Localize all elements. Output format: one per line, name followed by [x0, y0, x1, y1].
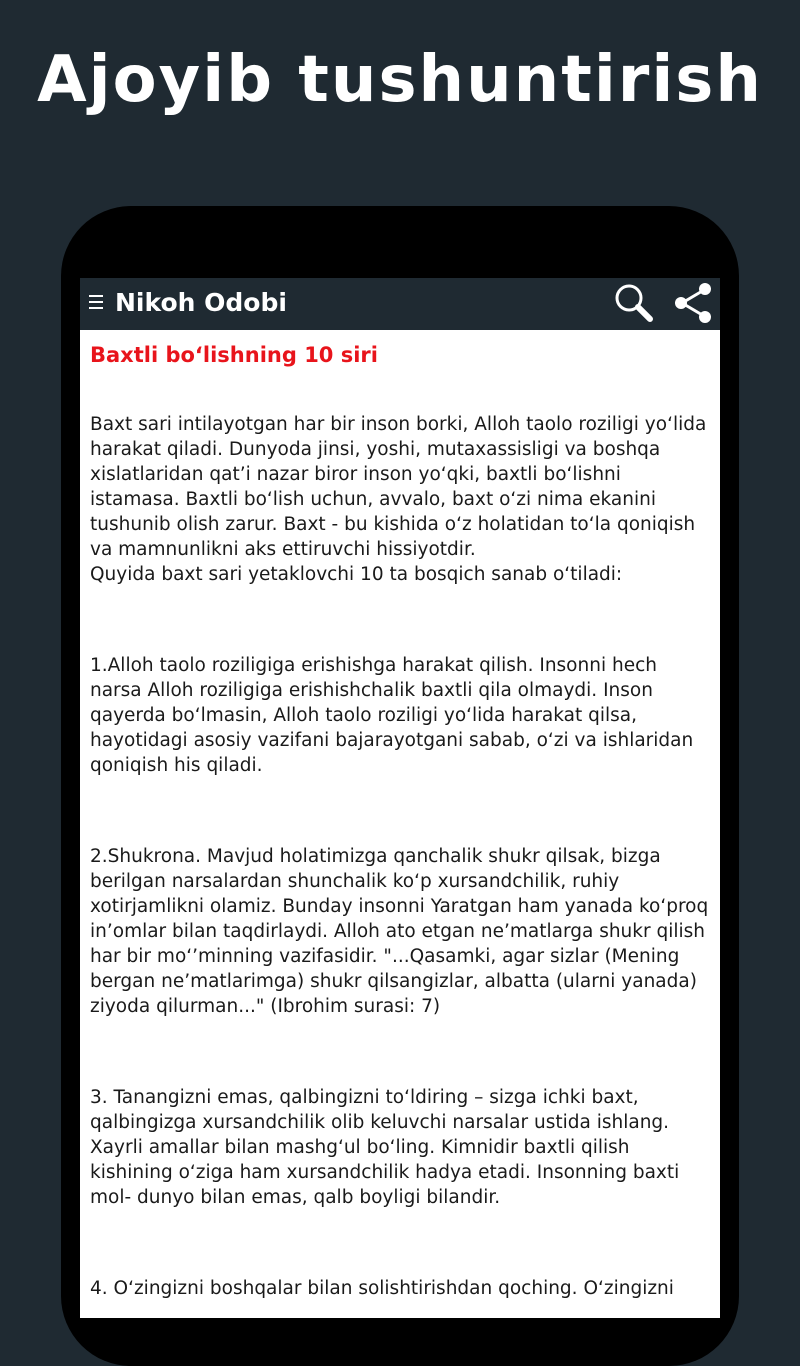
article-paragraph-3: 3. Tanangizni emas, qalbingizni to‘ldiring – sizga ichki baxt, qalbingizga xursandchilik olib keluvchi narsalar ustida ishlang. Xayrli amallar bilan mashg‘ul bo‘ling. Kimnidir baxtli qilish kishining o‘ziga ham xursandchilik hadya etadi. Insonning baxti mol- dunyo bilan emas, qalb boyligi bilandir.	[90, 1087, 680, 1208]
search-icon[interactable]	[612, 281, 656, 325]
article-content	[90, 340, 714, 1301]
article-paragraph-intro: Baxt sari intilayotgan har bir inson borki, Alloh taolo roziligi yo‘lida harakat qiladi. Dunyoda jinsi, yoshi, mutaxassisligi va boshqa xislatlaridan qat’i nazar biror inson yo‘qki, baxtli bo‘lishni istamasa. Baxtli bo‘lish uchun, avvalo, baxt o‘zi nima ekanini tushunib olish zarur. Baxt - bu kishida o‘z holatidan to‘la qoniqish va mamnunlikni aks ettiruvchi hissiyotdir. Quyida baxt sari yetaklovchi 10 ta bosqich sanab o‘tiladi:	[90, 414, 707, 585]
app-title: Nikoh Odobi	[115, 288, 287, 317]
app-toolbar	[80, 278, 720, 330]
article-paragraph-2: 2.Shukrona. Mavjud holatimizga qanchalik shukr qilsak, bizga berilgan narsalardan shunchalik ko‘p xursandchilik, ruhiy xotirjamlikni olamiz. Bunday insonni Yaratgan ham yanada ko‘proq in’omlar bilan taqdirlaydi. Alloh ato etgan ne’matlarga shukr qilish har bir mo‘’minning vazifasidir. "...Qasamki, agar sizlar (Mening bergan ne’matlarimga) shukr qilsangizlar, albatta (ularni yanada) ziyoda qilurman..." (Ibrohim surasi: 7)	[90, 846, 709, 1017]
article-paragraph-4: 4. O‘zingizni boshqalar bilan solishtirishdan qoching. O‘zingizni	[90, 1278, 674, 1299]
menu-icon[interactable]	[89, 292, 103, 312]
article-title: Baxtli bo‘lishning 10 siri	[90, 343, 378, 367]
app-screen	[80, 278, 720, 1318]
promo-banner-title: Ajoyib tushuntirish	[37, 43, 763, 117]
article-paragraph-1: 1.Alloh taolo roziligiga erishishga harakat qilish. Insonni hech narsa Alloh roziligiga erishishchalik baxtli qila olmaydi. Inson qayerda bo‘lmasin, Alloh taolo roziligi yo‘lida harakat qilsa, hayotidagi asosiy vazifani bajarayotgani sabab, o‘zi va ishlaridan qoniqish his qiladi.	[90, 655, 694, 776]
share-icon[interactable]	[670, 280, 716, 326]
